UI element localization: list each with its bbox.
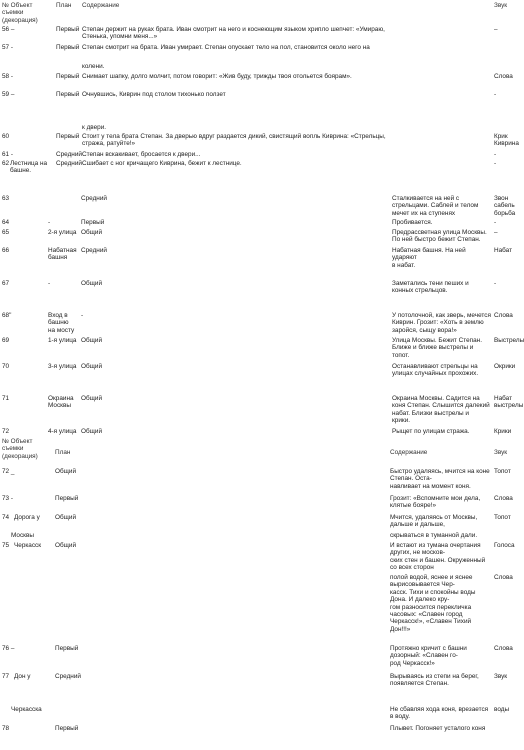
row-plan: Первый xyxy=(56,26,80,33)
row-number: 67 xyxy=(2,280,10,287)
row-sound: Выстрелы xyxy=(494,337,524,344)
row-content: полой водой, яснее и яснее вырисовывается Чер- касск. Тихи и спокойны воды Дона. И далеко кру- гом разносится перекличка часовых: «Славен город Черкасск!», «Славен Тихий Дон!!!» xyxy=(390,574,476,633)
row-number: 62 xyxy=(2,160,10,167)
row-content: Степан смотрит на брата. Иван умирает. Степан опускает тело на пол, становится около него на xyxy=(82,44,370,51)
header-sound: Звук xyxy=(494,2,508,9)
row-content: колени. xyxy=(82,63,105,70)
row-sound: Крик Киврина xyxy=(494,133,519,148)
row-sound: Крики xyxy=(494,428,512,435)
row-content: Заметались тени пеших и конных стрельцов. xyxy=(392,280,469,295)
row-number: 73 - xyxy=(2,495,14,502)
row-plan: Общий xyxy=(81,363,103,370)
row-number: 63 xyxy=(2,195,10,202)
row-object: Москвы xyxy=(11,532,34,539)
row-content: У потолочной, как зверь, мечется Киврин. Грозит: «Хоть в землю заройся, сыщу вора!» xyxy=(392,312,491,334)
row-object: 2-я улица xyxy=(48,229,77,236)
row-sound: Топот xyxy=(494,468,511,475)
row-plan: Средний xyxy=(56,151,82,158)
row-object: Вход в башню на мосту xyxy=(48,312,75,334)
row-number: 65 xyxy=(2,229,10,236)
row-sound: – xyxy=(494,26,498,33)
row-object: Лестница на башне. xyxy=(10,160,48,175)
row-number: 56 – xyxy=(2,26,15,33)
row-sound: - xyxy=(494,280,497,287)
row-sound: Голоса xyxy=(494,542,515,549)
row-plan: Общий xyxy=(55,468,77,475)
row-content: Сшибает с ног кричащего Киврина, бежит к лестнице. xyxy=(82,160,242,167)
row-sound: Слова xyxy=(494,495,513,502)
row-number: 64 xyxy=(2,219,10,226)
row-object: 1-я улица xyxy=(48,337,77,344)
row-number: 72 xyxy=(2,428,10,435)
row-content: Улица Москвы. Бежит Степан. Ближе и ближе выстрелы и топот. xyxy=(392,337,482,359)
row-object: 4-я улица xyxy=(48,428,77,435)
row-plan: Общий xyxy=(81,395,103,402)
row-content: скрываться в туманной дали. xyxy=(390,532,478,539)
row-object: Дорога у xyxy=(14,514,40,521)
header-content: Содержание xyxy=(82,2,120,9)
row-content: Грозит: «Вспомните мои дела, клятые бояре!» xyxy=(390,495,481,510)
row-sound: – xyxy=(494,229,498,236)
row-sound: Слова xyxy=(494,574,513,581)
row-sound: - xyxy=(494,151,497,158)
row-sound: Набат выстрелы xyxy=(494,395,524,410)
row-content: Плывет. Погоняет усталого коня xyxy=(390,725,486,732)
row-plan: Первый xyxy=(55,725,79,732)
row-plan: Средний xyxy=(81,195,107,202)
row-number: 77 xyxy=(2,673,10,680)
row-number: 78 xyxy=(2,725,10,732)
row-plan: Общий xyxy=(81,428,103,435)
row-content: Предрассветная улица Москвы. По ней быстро бежит Степан. xyxy=(392,229,487,244)
row-content: Не сбавляя хода коня, врезается в воду. xyxy=(390,706,489,721)
row-plan: Первый xyxy=(81,219,105,226)
row-sound: Слова xyxy=(494,312,513,319)
row-content: Набатная башня. На ней ударяют в набат. xyxy=(392,247,466,269)
row-content: Протяжно кричит с башни дозорный: «Славен го- род Черкасск!» xyxy=(390,645,467,667)
row-plan: Общий xyxy=(81,280,103,287)
row-plan: Первый xyxy=(56,91,80,98)
row-object: Набатная башня xyxy=(48,247,77,262)
header-number-object: № Объект съемки (декорация) xyxy=(2,438,38,460)
row-sound: Слова xyxy=(494,645,513,652)
row-number: 72 _ xyxy=(2,468,15,475)
row-plan: Средний xyxy=(81,247,107,254)
row-content: Вырываясь из степи на берег, появляется Степан. xyxy=(390,673,479,688)
row-content: Быстро удаляясь, мчится на коне Степан. Оста- xyxy=(390,468,490,483)
row-sound: Звук xyxy=(494,673,508,680)
header-content: Содержание xyxy=(390,449,428,456)
row-content: Окраина Москвы. Садится на коня Степан. Слышится далекий набат. Близки выстрелы и крики. xyxy=(392,395,490,425)
row-number: 61 - xyxy=(2,151,14,158)
row-sound: - xyxy=(494,219,497,226)
row-content: Степан вскакивает, бросается к двери... xyxy=(82,151,201,158)
row-number: 76 – xyxy=(2,645,15,652)
row-plan: Общий xyxy=(81,337,103,344)
row-object: Черкасска xyxy=(11,706,42,713)
row-sound: Звон сабель борьба xyxy=(494,195,516,217)
row-content: Сталкивается на ней с стрельцами. Саблей и телом мечет их на ступенях xyxy=(392,195,479,217)
row-number: 60 xyxy=(2,133,10,140)
row-plan: Общий xyxy=(55,514,77,521)
row-number: 69 xyxy=(2,337,10,344)
row-number: 71 xyxy=(2,395,10,402)
row-plan: Средний xyxy=(56,160,82,167)
row-plan: Первый xyxy=(55,495,79,502)
row-sound: воды xyxy=(494,706,510,713)
row-number: 66 xyxy=(2,247,10,254)
header-plan: План xyxy=(56,2,72,9)
row-object: Черкасск xyxy=(14,542,42,549)
row-plan: Средний xyxy=(55,673,81,680)
row-plan: - xyxy=(81,312,84,319)
header-sound: Звук xyxy=(494,449,508,456)
row-plan: Общий xyxy=(81,229,103,236)
row-number: 75 xyxy=(2,542,10,549)
row-object: - xyxy=(48,280,51,287)
row-content: Стоит у тела брата Степан. За дверью вдруг раздается дикий, свистящий вопль Киврина: «Стрельцы, стража, ратуйте!» xyxy=(82,133,386,148)
row-sound: Окрики xyxy=(494,363,516,370)
row-plan: Общий xyxy=(55,542,77,549)
row-sound: - xyxy=(494,160,497,167)
row-content: Снимает шапку, долго молчит, потом говорит: «Жив буду, трижды твоя отольется боярам». xyxy=(82,73,352,80)
row-sound: Набат xyxy=(494,247,513,254)
row-content: И встают из тумана очертания других, не москов- ских стен и башен. Окруженный со всех сторон xyxy=(390,542,486,572)
row-sound: - xyxy=(494,91,497,98)
row-number: 59 – xyxy=(2,91,15,98)
row-number: 70 xyxy=(2,363,10,370)
row-number: 57 - xyxy=(2,44,14,51)
row-content: Пробивается. xyxy=(392,219,433,226)
header-number-object: № Объект съемки (декорация) xyxy=(2,2,38,24)
row-content: Очнувшись, Киврин под столом тихонько ползет xyxy=(82,91,226,98)
row-plan: Первый xyxy=(56,73,80,80)
row-plan: Первый xyxy=(55,645,79,652)
row-number: 68" xyxy=(2,312,12,319)
row-sound: Слова xyxy=(494,73,513,80)
header-plan: План xyxy=(55,449,71,456)
row-plan: Первый xyxy=(56,133,80,140)
row-content: Мчится, удаляясь от Москвы, дальше и дальше, xyxy=(390,514,478,529)
row-number: 74 xyxy=(2,514,10,521)
row-content: навливает на момент коня. xyxy=(390,483,471,490)
row-plan: Первый xyxy=(56,44,80,51)
row-object: Дон у xyxy=(14,673,31,680)
row-object: 3-я улица xyxy=(48,363,77,370)
row-content: Степан держит на руках брата. Иван смотрит на него и коснеющим языком хрипло шепчет: «Умираю, Стенька, упомни меня...» xyxy=(82,26,385,41)
row-sound: Топот xyxy=(494,514,511,521)
row-object: Окраина Москвы xyxy=(48,395,74,410)
row-content: к двери. xyxy=(82,124,107,131)
row-object: - xyxy=(48,219,51,226)
row-content: Останавливают стрельцы на улицах случайных прохожих. xyxy=(392,363,479,378)
row-number: 58 - xyxy=(2,73,14,80)
row-content: Рыщет по улицам стража. xyxy=(392,428,470,435)
